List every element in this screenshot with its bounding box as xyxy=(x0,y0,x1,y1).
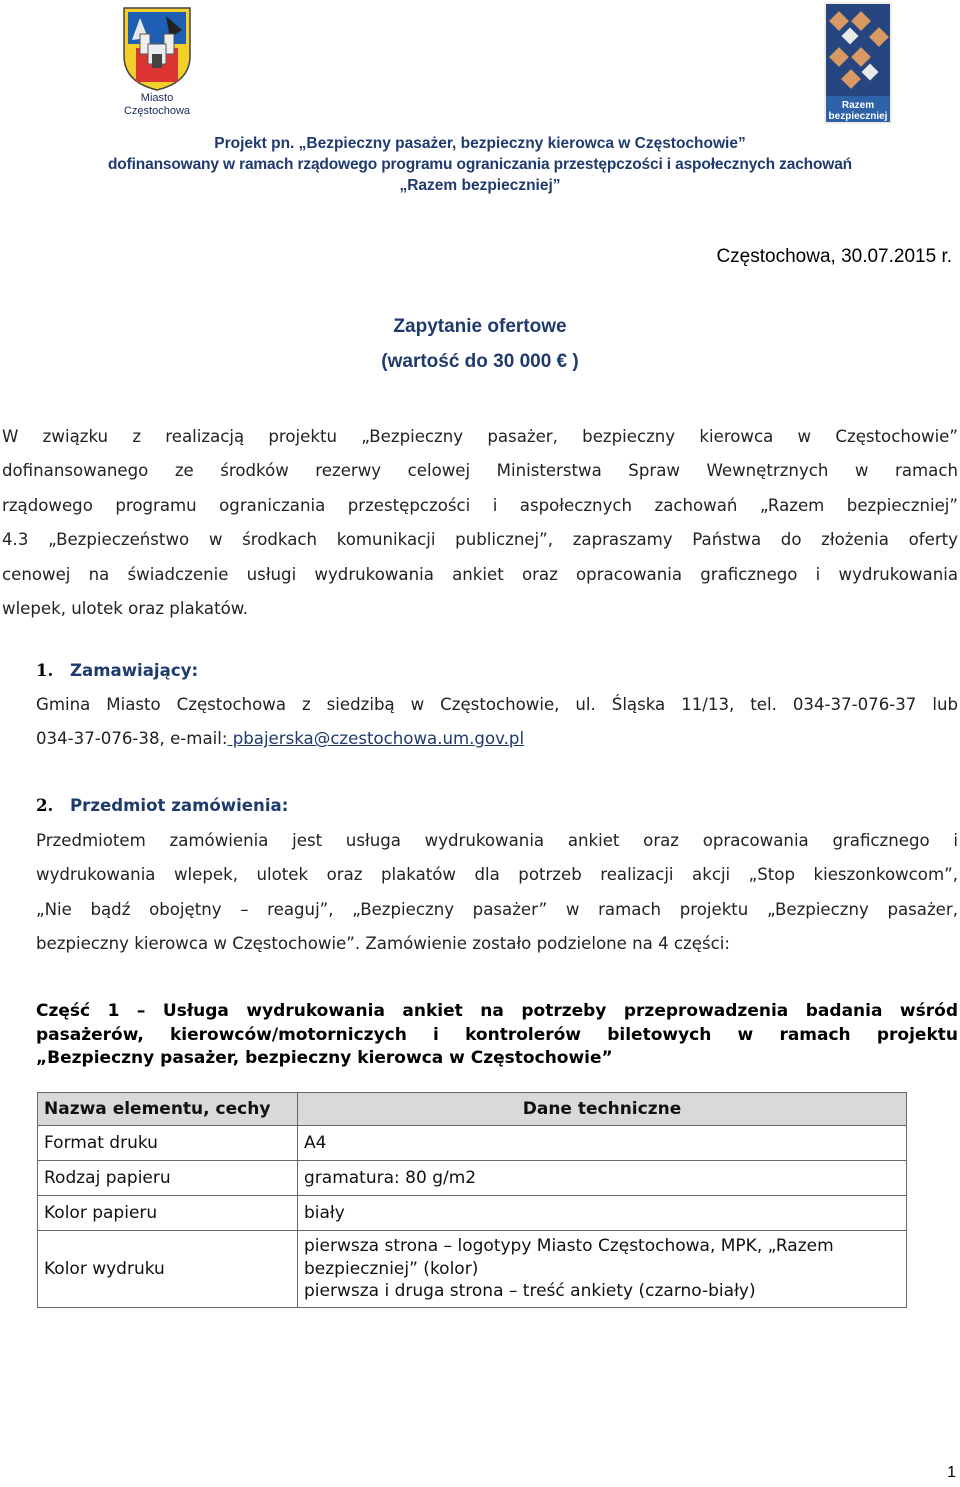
subject-line: „Nie bądź obojętny – reaguj”, „Bezpieczny pasażer” w ramach projektu „Bezpieczny pasażer, xyxy=(36,899,958,919)
orderer-contact xyxy=(36,722,958,756)
part-1-heading xyxy=(36,1000,958,1071)
row-value: gramatura: 80 g/m2 xyxy=(298,1161,907,1196)
orderer-address: Gmina Miasto Częstochowa z siedzibą w Częstochowie, ul. Śląska 11/13, tel. 034-37-076-37 lub xyxy=(36,695,958,714)
intro-line: dofinansowanego ze środków rezerwy celowej Ministerstwa Spraw Wewnętrznych w ramach xyxy=(2,461,958,481)
row-name: Rodzaj papieru xyxy=(38,1161,298,1196)
document-title: Zapytanie ofertowe xyxy=(393,316,567,337)
column-header-value: Dane techniczne xyxy=(298,1093,907,1126)
razem-bezpieczniej-logo xyxy=(824,2,892,124)
row-name: Kolor wydruku xyxy=(38,1231,298,1308)
document-subtitle: (wartość do 30 000 € ) xyxy=(381,351,579,372)
intro-line: rządowego programu ograniczania przestępczości i aspołecznych zachowań „Razem bezpieczniej” xyxy=(2,495,958,515)
table-row xyxy=(38,1161,907,1196)
page-number: 1 xyxy=(947,1464,956,1481)
section-2-body xyxy=(36,824,958,962)
section-2-heading xyxy=(36,795,288,815)
section-2-number: 2. xyxy=(36,795,54,815)
project-line2: dofinansowany w ramach rządowego programu ograniczania przestępczości i aspołecznych zachowań xyxy=(107,156,852,173)
row-name: Kolor papieru xyxy=(38,1196,298,1231)
crest-caption-line1: Miasto xyxy=(140,92,174,104)
city-crest-logo xyxy=(118,4,196,120)
intro-line: W związku z realizacją projektu „Bezpieczny pasażer, bezpieczny kierowca w Częstochowie” xyxy=(2,427,958,446)
part-1-line: pasażerów, kierowców/motorniczych i kontrolerów biletowych w ramach projektu xyxy=(36,1024,958,1045)
row-value-line: bezpieczniej” (kolor) xyxy=(304,1258,479,1279)
section-1-title: Zamawiający: xyxy=(70,661,199,680)
subject-line: wydrukowania wlepek, ulotek oraz plakatów dla potrzeb realizacji akcji „Stop kieszonkowcom”, xyxy=(36,865,958,885)
subject-line: Przedmiotem zamówienia jest usługa wydrukowania ankiet oraz opracowania graficznego i xyxy=(36,831,958,850)
intro-line: wlepek, ulotek oraz plakatów. xyxy=(2,599,249,619)
razem-caption-line1: Razem xyxy=(841,100,875,111)
section-2-title: Przedmiot zamówienia: xyxy=(70,796,289,815)
subject-line: bezpieczny kierowca w Częstochowie”. Zamówienie zostało podzielone na 4 części: xyxy=(36,934,730,954)
row-value: A4 xyxy=(298,1126,907,1161)
table-row xyxy=(38,1126,907,1161)
contact-phone: 034-37-076-38, e-mail: xyxy=(36,729,228,749)
crest-shield-icon xyxy=(118,4,196,92)
table-row xyxy=(38,1231,907,1308)
row-value-line: pierwsza strona – logotypy Miasto Częstochowa, MPK, „Razem xyxy=(304,1236,834,1257)
row-value xyxy=(298,1231,907,1308)
part-1-line: „Bezpieczny pasażer, bezpieczny kierowca w Częstochowie” xyxy=(36,1048,613,1068)
row-name: Format druku xyxy=(38,1126,298,1161)
project-header xyxy=(0,133,960,196)
intro-paragraph xyxy=(2,420,958,626)
email-link[interactable]: pbajerska@czestochowa.um.gov.pl xyxy=(227,729,525,749)
row-value-line: pierwsza i druga strona – treść ankiety (czarno-biały) xyxy=(304,1281,756,1302)
section-1-heading xyxy=(36,660,198,680)
crest-caption-line2: Częstochowa xyxy=(123,105,191,117)
column-header-name: Nazwa elementu, cechy xyxy=(38,1093,298,1126)
part-1-line: Część 1 – Usługa wydrukowania ankiet na potrzeby przeprowadzenia badania wśród xyxy=(36,1001,958,1021)
project-line1: Projekt pn. „Bezpieczny pasażer, bezpieczny kierowca w Częstochowie” xyxy=(214,135,746,152)
row-value: biały xyxy=(298,1196,907,1231)
section-1-number: 1. xyxy=(36,660,54,680)
intro-line: cenowej na świadczenie usługi wydrukowania ankiet oraz opracowania graficznego i wydrukowania xyxy=(2,564,958,584)
razem-caption-line2: bezpieczniej xyxy=(828,111,888,122)
section-1-body xyxy=(36,688,958,757)
table-row xyxy=(38,1196,907,1231)
specification-table xyxy=(37,1092,907,1308)
table-header-row xyxy=(38,1093,907,1126)
intro-line: 4.3 „Bezpieczeństwo w środkach komunikacji publicznej”, zapraszamy Państwa do złożenia oferty xyxy=(2,530,958,550)
document-date: Częstochowa, 30.07.2015 r. xyxy=(716,246,952,267)
project-line3: „Razem bezpieczniej” xyxy=(399,177,561,194)
